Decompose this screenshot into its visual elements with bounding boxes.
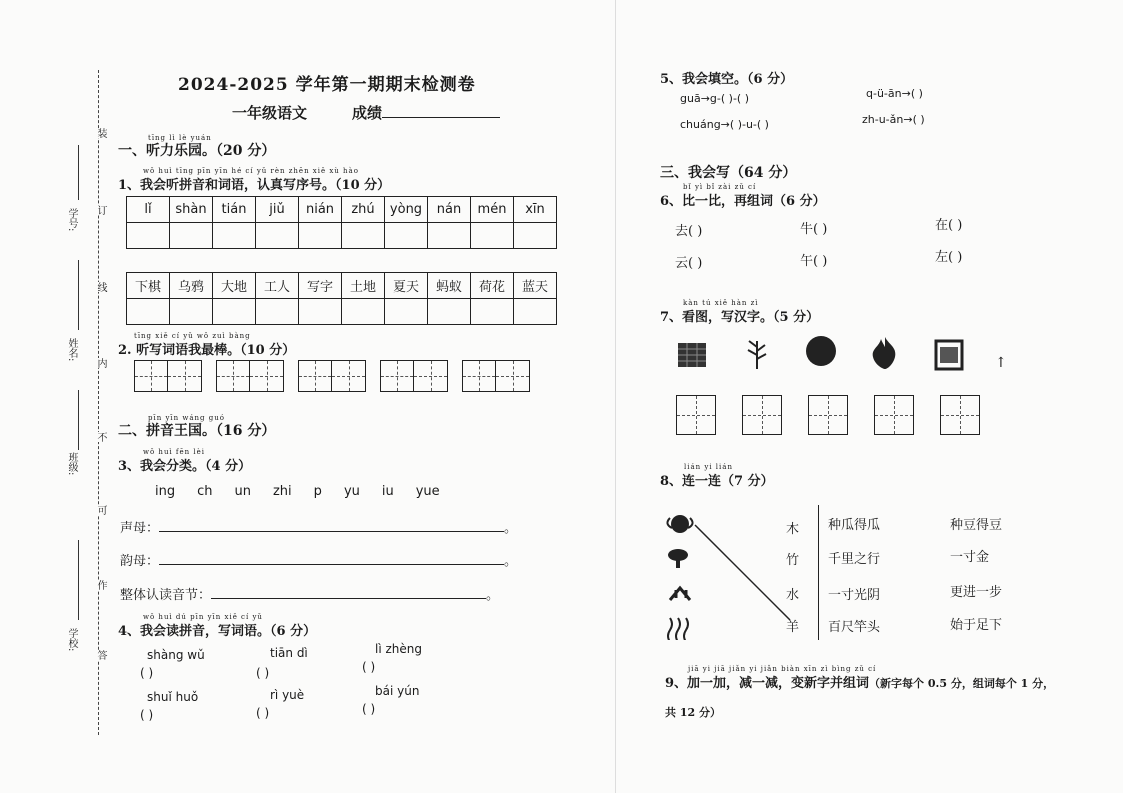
sec1-title: 一、听力乐园。（20 分） bbox=[118, 143, 276, 159]
q6-title: 6、比一比，再组词（6 分） bbox=[660, 194, 826, 209]
word-cell: 下棋 bbox=[127, 273, 170, 299]
q6-1[interactable]: 去( ) bbox=[675, 224, 703, 239]
syllable: un bbox=[234, 484, 251, 499]
fire-icon bbox=[867, 335, 903, 371]
idiom-left-1[interactable]: 种瓜得瓜 bbox=[828, 518, 881, 533]
pinyin-table bbox=[126, 196, 557, 249]
seal-8: 答 bbox=[95, 650, 106, 660]
pinyin-cell: xīn bbox=[514, 197, 557, 223]
score-blank[interactable] bbox=[382, 102, 500, 118]
seal-2: 订 bbox=[95, 205, 106, 215]
idiom-left-3[interactable]: 一寸光阴 bbox=[828, 588, 881, 603]
tianzi-box[interactable] bbox=[808, 395, 848, 435]
q6-3[interactable]: 在( ) bbox=[935, 218, 963, 233]
seal-1: 装 bbox=[95, 128, 106, 138]
tianzi-pair[interactable] bbox=[134, 360, 202, 392]
sun-icon bbox=[803, 335, 839, 371]
q7-title: 7、看图，写汉字。（5 分） bbox=[660, 310, 820, 325]
sec3-title: 三、我会写（64 分） bbox=[660, 165, 797, 181]
word-cell: 工人 bbox=[256, 273, 299, 299]
idiom-right-2[interactable]: 一寸金 bbox=[950, 550, 990, 565]
syllable-list bbox=[155, 484, 440, 499]
word-cell: 蚂蚁 bbox=[428, 273, 471, 299]
answer-cell[interactable] bbox=[471, 223, 514, 249]
answer-cell[interactable] bbox=[127, 223, 170, 249]
syllable: yu bbox=[343, 484, 360, 499]
school-label: 学校: bbox=[66, 628, 77, 652]
answer-cell[interactable] bbox=[170, 223, 213, 249]
q8-divider bbox=[818, 505, 819, 640]
subject-label: 一年级语文 bbox=[232, 104, 308, 122]
name-line bbox=[78, 260, 79, 330]
field-picture-icon bbox=[675, 335, 711, 371]
name-label: 姓名: bbox=[66, 338, 77, 362]
zhengti-row: 整体认读音节： 。 bbox=[120, 584, 499, 603]
q4-py-3: lì zhèng bbox=[375, 642, 422, 656]
bamboo-icon bbox=[670, 588, 690, 600]
q3-title: 3、我会分类。（4 分） bbox=[118, 459, 252, 474]
pinyin-cell: yòng bbox=[385, 197, 428, 223]
word-cell: 写字 bbox=[299, 273, 342, 299]
q9-pinyin: jiā yi jiā jiǎn yi jiǎn biàn xīn zì bìng zǔ cí bbox=[688, 665, 877, 673]
q4-py-1: shàng wǔ bbox=[147, 648, 205, 662]
seal-4: 内 bbox=[95, 358, 106, 368]
idiom-left-4[interactable]: 百尺竿头 bbox=[828, 620, 881, 635]
tianzi-pair[interactable] bbox=[298, 360, 366, 392]
q4-paren-2[interactable]: ( ) bbox=[256, 666, 270, 680]
q6-6[interactable]: 左( ) bbox=[935, 250, 963, 265]
answer-cell[interactable] bbox=[385, 299, 428, 325]
word-cell: 大地 bbox=[213, 273, 256, 299]
class-label: 班级: bbox=[66, 452, 77, 476]
q9-note-2: 共 12 分） bbox=[665, 706, 721, 719]
char-1: 木 bbox=[786, 522, 800, 537]
q2-title: 2. 听写词语我最棒。（10 分） bbox=[118, 343, 296, 358]
answer-cell[interactable] bbox=[256, 223, 299, 249]
answer-cell[interactable] bbox=[170, 299, 213, 325]
q4-paren-1[interactable]: ( ) bbox=[140, 666, 154, 680]
arrow-up-icon: ↑ bbox=[995, 355, 1007, 371]
pinyin-cell: nián bbox=[299, 197, 342, 223]
q4-py-4: shuǐ huǒ bbox=[147, 690, 199, 704]
answer-cell[interactable] bbox=[342, 299, 385, 325]
word-cell: 蓝天 bbox=[514, 273, 557, 299]
table-row bbox=[127, 197, 557, 223]
table-row bbox=[127, 299, 557, 325]
yunmu-blank[interactable] bbox=[159, 551, 504, 565]
tianzi-pair[interactable] bbox=[216, 360, 284, 392]
answer-cell[interactable] bbox=[213, 299, 256, 325]
q4-paren-4[interactable]: ( ) bbox=[140, 708, 154, 722]
q8-title: 8、连一连（7 分） bbox=[660, 474, 774, 489]
tree-icon bbox=[668, 549, 688, 568]
tianzi-pair[interactable] bbox=[380, 360, 448, 392]
q7-pinyin: kàn tú xiě hàn zì bbox=[683, 299, 759, 307]
idiom-left-2[interactable]: 千里之行 bbox=[828, 552, 881, 567]
table-row bbox=[127, 223, 557, 249]
q5-b[interactable]: q-ü-ān→( ) bbox=[866, 87, 923, 100]
q6-2[interactable]: 牛( ) bbox=[800, 222, 828, 237]
char-3: 水 bbox=[786, 588, 800, 603]
sec1-pinyin: tīng lì lè yuán bbox=[148, 134, 212, 142]
seal-7: 作 bbox=[95, 580, 106, 590]
id-label: 学号: bbox=[66, 208, 77, 232]
syllable: ing bbox=[155, 484, 176, 499]
idiom-right-1[interactable]: 种豆得豆 bbox=[950, 518, 1003, 533]
q4-py-5: rì yuè bbox=[270, 688, 305, 702]
school-line bbox=[78, 540, 79, 620]
q3-pinyin: wǒ huì fēn lèi bbox=[143, 448, 205, 456]
q4-py-2: tiān dì bbox=[270, 646, 308, 660]
pinyin-cell: shàn bbox=[170, 197, 213, 223]
q8-pinyin: lián yi lián bbox=[684, 463, 733, 471]
table-row bbox=[127, 273, 557, 299]
shengmu-row: 声母： 。 bbox=[120, 517, 517, 536]
seal-3: 线 bbox=[95, 282, 106, 292]
tianzi-box[interactable] bbox=[742, 395, 782, 435]
tianzi-pair[interactable] bbox=[462, 360, 530, 392]
answer-cell[interactable] bbox=[213, 223, 256, 249]
q5-c[interactable]: chuáng→( )-u-( ) bbox=[680, 118, 769, 131]
pinyin-cell: zhú bbox=[342, 197, 385, 223]
q7-write-boxes bbox=[676, 395, 980, 435]
q1-title: 1、我会听拼音和词语，认真写序号。（10 分） bbox=[118, 178, 391, 193]
q4-paren-5[interactable]: ( ) bbox=[256, 706, 270, 720]
exam-title: 2024-2025 学年第一期期末检测卷 bbox=[178, 75, 476, 95]
answer-cell[interactable] bbox=[385, 223, 428, 249]
sec2-pinyin: pīn yīn wáng guó bbox=[148, 414, 225, 422]
words-table bbox=[126, 272, 557, 325]
dictation-boxes bbox=[134, 360, 530, 392]
answer-cell[interactable] bbox=[428, 223, 471, 249]
answer-cell[interactable] bbox=[299, 223, 342, 249]
sec2-title: 二、拼音王国。（16 分） bbox=[118, 423, 276, 439]
q4-pinyin: wǒ huì dú pīn yīn xiě cí yǔ bbox=[143, 613, 263, 621]
answer-cell[interactable] bbox=[514, 223, 557, 249]
word-cell: 乌鸦 bbox=[170, 273, 213, 299]
q4-paren-3[interactable]: ( ) bbox=[362, 660, 376, 674]
word-cell: 夏天 bbox=[385, 273, 428, 299]
char-2: 竹 bbox=[786, 553, 800, 568]
zhengti-blank[interactable] bbox=[211, 585, 486, 599]
char-4: 羊 bbox=[786, 620, 800, 635]
class-line bbox=[78, 390, 79, 450]
answer-cell[interactable] bbox=[299, 299, 342, 325]
q1-pinyin: wǒ huì tīng pīn yīn hé cí yǔ rèn zhēn xiě xù hào bbox=[143, 167, 359, 175]
binding-line bbox=[98, 70, 99, 735]
syllable: zhi bbox=[272, 484, 292, 499]
word-cell: 土地 bbox=[342, 273, 385, 299]
syllable: ch bbox=[197, 484, 213, 499]
q6-4[interactable]: 云( ) bbox=[675, 256, 703, 271]
tianzi-box[interactable] bbox=[874, 395, 914, 435]
pictures-row bbox=[675, 335, 1007, 371]
id-line bbox=[78, 145, 79, 200]
pinyin-cell: tián bbox=[213, 197, 256, 223]
tianzi-box[interactable] bbox=[676, 395, 716, 435]
answer-cell[interactable] bbox=[256, 299, 299, 325]
water-icon bbox=[668, 618, 688, 640]
q6-pinyin: bǐ yì bǐ zài zǔ cí bbox=[683, 183, 757, 191]
yunmu-row: 韵母： 。 bbox=[120, 550, 517, 569]
q6-5[interactable]: 午( ) bbox=[800, 254, 828, 269]
answer-cell[interactable] bbox=[342, 223, 385, 249]
pinyin-cell: jiǔ bbox=[256, 197, 299, 223]
idiom-right-3[interactable]: 更进一步 bbox=[950, 585, 1003, 600]
pinyin-cell: lǐ bbox=[127, 197, 170, 223]
q5-a[interactable]: guā→g-( )-( ) bbox=[680, 92, 749, 105]
pinyin-cell: mén bbox=[471, 197, 514, 223]
sheep-icon bbox=[667, 515, 692, 533]
rice-plant-icon bbox=[739, 335, 775, 371]
page-divider bbox=[615, 0, 616, 793]
q5-d[interactable]: zh-u-ǎn→( ) bbox=[862, 113, 925, 126]
syllable: p bbox=[313, 484, 322, 499]
shengmu-blank[interactable] bbox=[159, 518, 504, 532]
syllable: yue bbox=[415, 484, 440, 499]
seal-5: 不 bbox=[95, 432, 106, 442]
idiom-right-4[interactable]: 始于足下 bbox=[950, 618, 1003, 633]
q9-title: 9、加一加，减一减，变新字并组词（新字每个 0.5 分，组词每个 1 分， bbox=[665, 676, 1055, 691]
q4-py-6: bái yún bbox=[375, 684, 420, 698]
word-cell: 荷花 bbox=[471, 273, 514, 299]
q4-title: 4、我会读拼音，写词语。（6 分） bbox=[118, 624, 317, 639]
syllable: iu bbox=[381, 484, 394, 499]
q9-note: （新字每个 0.5 分，组词每个 1 分， bbox=[869, 677, 1055, 690]
score-label: 成绩 bbox=[352, 102, 500, 123]
q5-title: 5、我会填空。（6 分） bbox=[660, 72, 794, 87]
pinyin-cell: nán bbox=[428, 197, 471, 223]
seal-6: 可 bbox=[95, 505, 106, 515]
answer-cell[interactable] bbox=[514, 299, 557, 325]
tianzi-box[interactable] bbox=[940, 395, 980, 435]
answer-cell[interactable] bbox=[127, 299, 170, 325]
gate-icon bbox=[931, 335, 967, 371]
answer-cell[interactable] bbox=[471, 299, 514, 325]
q2-pinyin: tīng xiě cí yǔ wǒ zuì bàng bbox=[134, 332, 251, 340]
q4-paren-6[interactable]: ( ) bbox=[362, 702, 376, 716]
answer-cell[interactable] bbox=[428, 299, 471, 325]
